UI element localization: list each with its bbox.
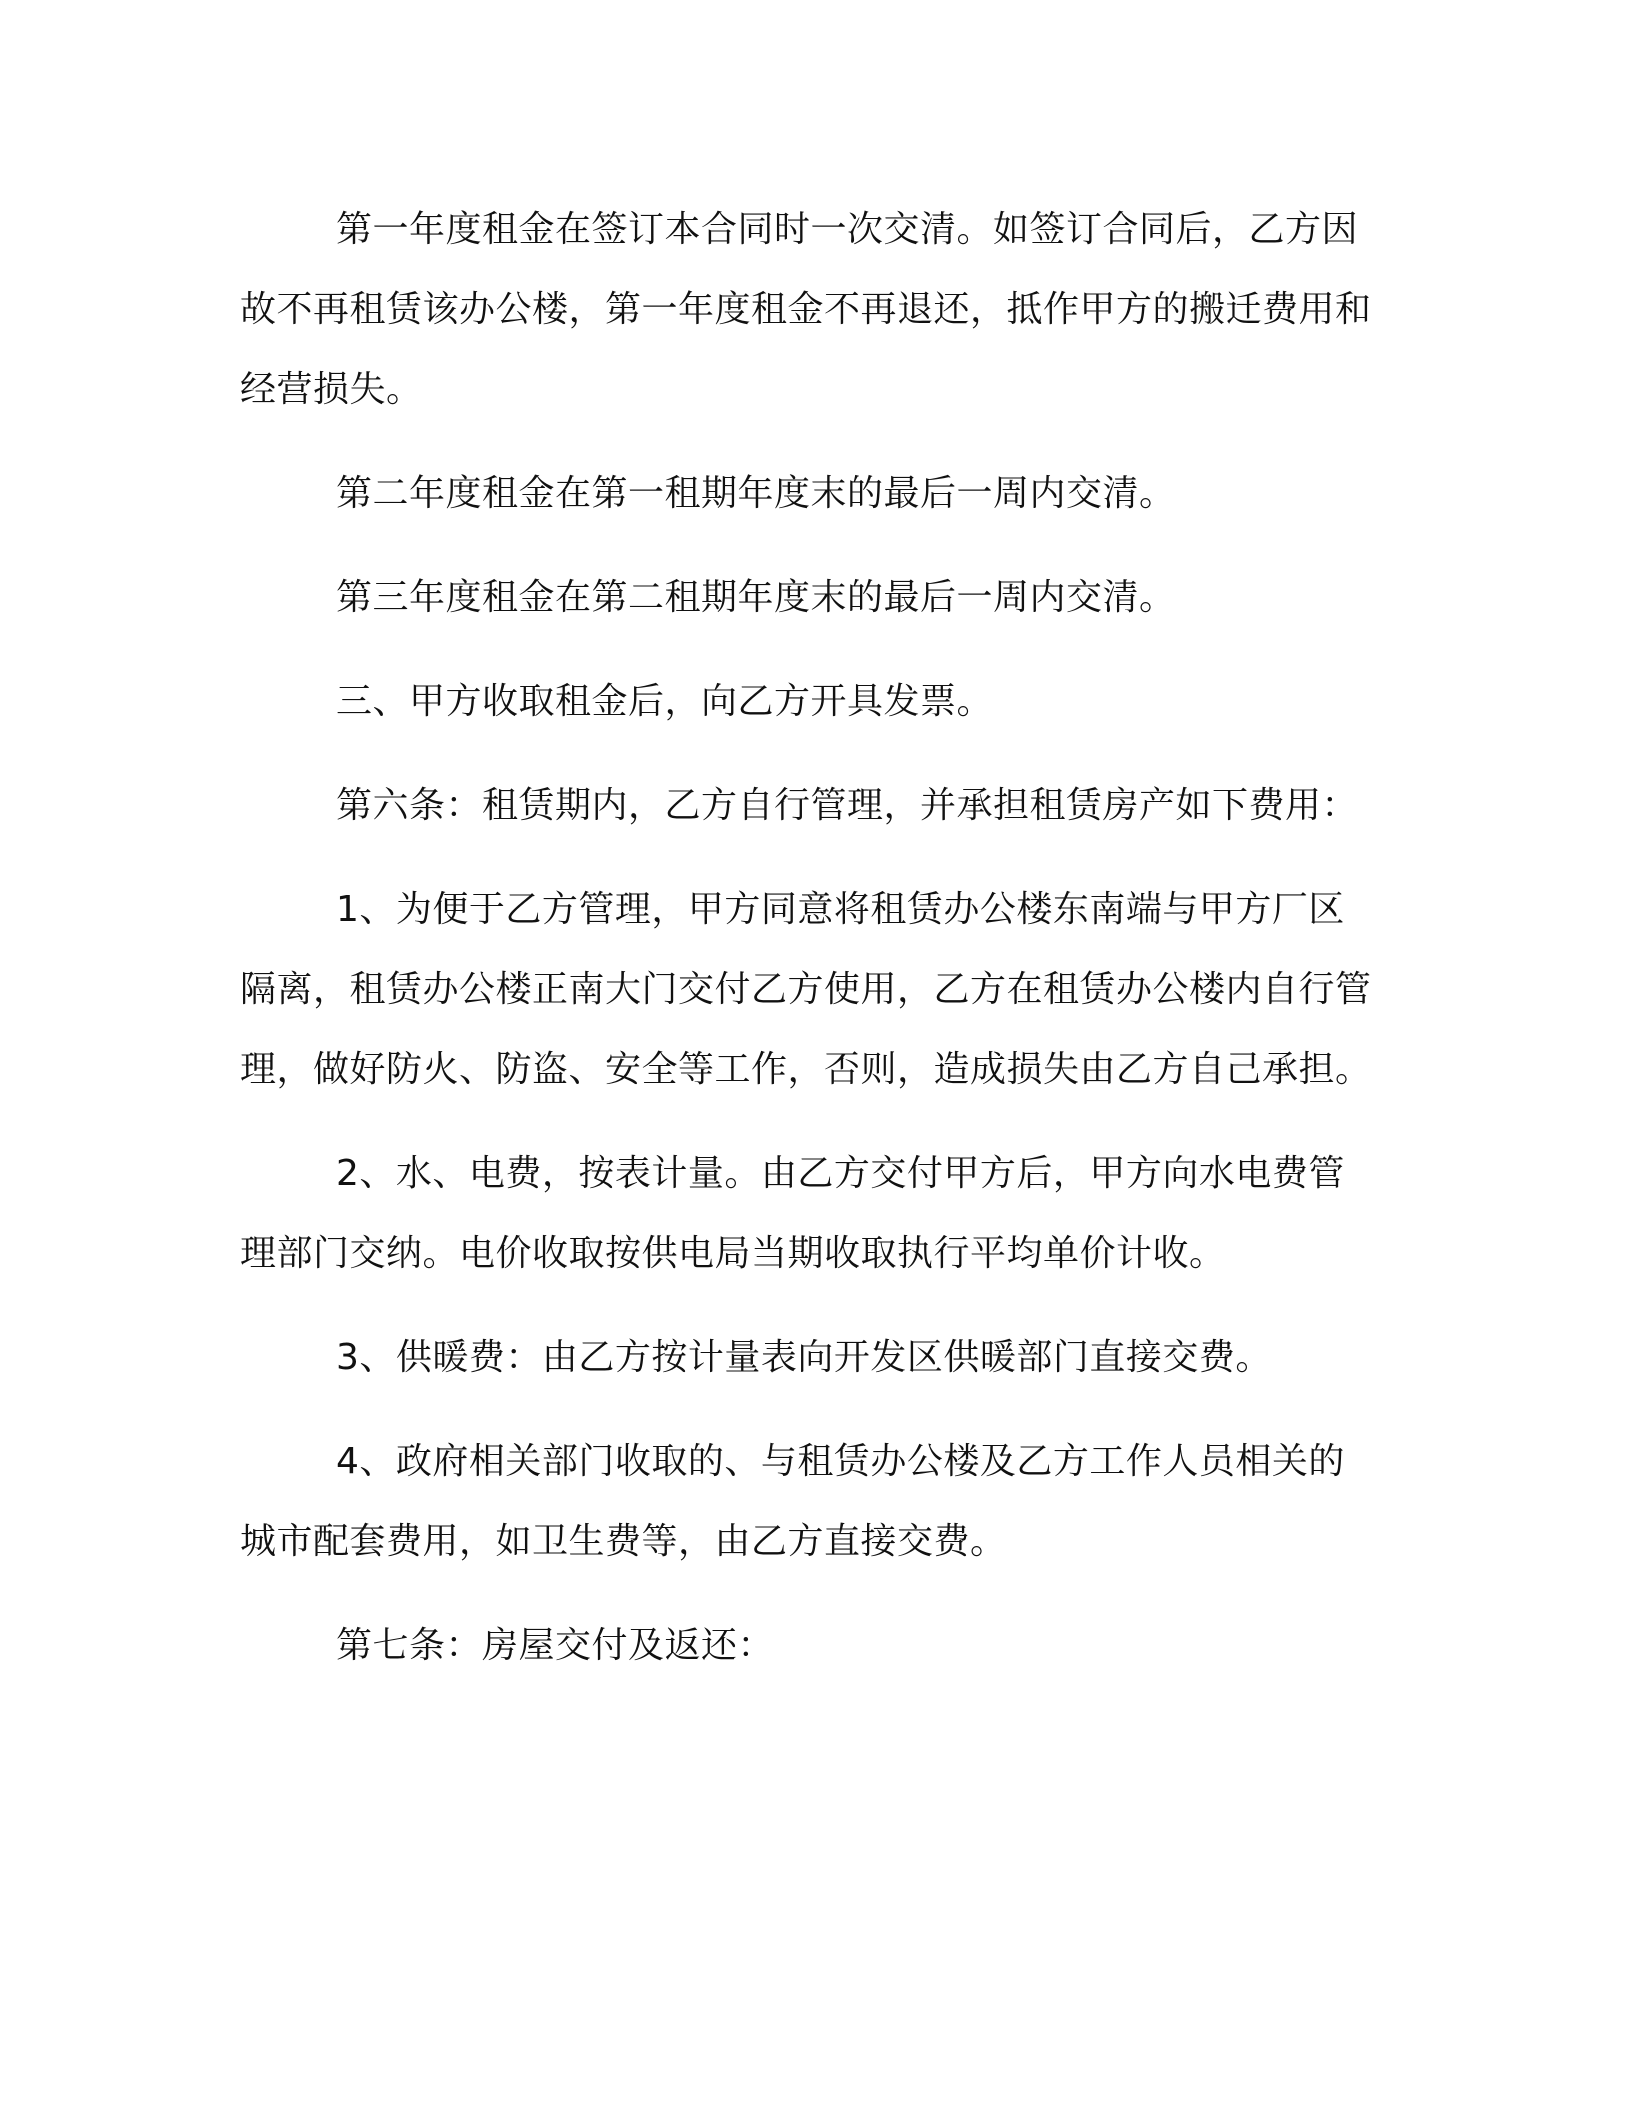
paragraph-4: 三、甲方收取租金后，向乙方开具发票。	[336, 681, 994, 722]
paragraph-6: 1、为便于乙方管理，甲方同意将租赁办公楼东南端与甲方厂区隔离，租赁办公楼正南大门交付乙方使用，乙方在租赁办公楼内自行管理，做好防火、防盗、安全等工作，否则，造成损失由乙方自己承担。	[240, 889, 1372, 1090]
paragraph-2: 第二年度租金在第一租期年度末的最后一周内交清。	[336, 473, 1176, 514]
paragraph-10: 第七条：房屋交付及返还：	[336, 1625, 775, 1666]
paragraph-5: 第六条：租赁期内，乙方自行管理，并承担租赁房产如下费用：	[336, 785, 1359, 826]
paragraph-9: 4、政府相关部门收取的、与租赁办公楼及乙方工作人员相关的城市配套费用，如卫生费等，由乙方直接交费。	[240, 1441, 1345, 1562]
paragraph-3: 第三年度租金在第二租期年度末的最后一周内交清。	[336, 577, 1176, 618]
paragraph-8: 3、供暖费：由乙方按计量表向开发区供暖部门直接交费。	[336, 1337, 1272, 1378]
paragraph-1: 第一年度租金在签订本合同时一次交清。如签订合同后，乙方因故不再租赁该办公楼，第一年度租金不再退还，抵作甲方的搬迁费用和经营损失。	[240, 209, 1372, 410]
document-body	[240, 190, 1380, 1710]
paragraph-7: 2、水、电费，按表计量。由乙方交付甲方后，甲方向水电费管理部门交纳。电价收取按供电局当期收取执行平均单价计收。	[240, 1153, 1345, 1274]
